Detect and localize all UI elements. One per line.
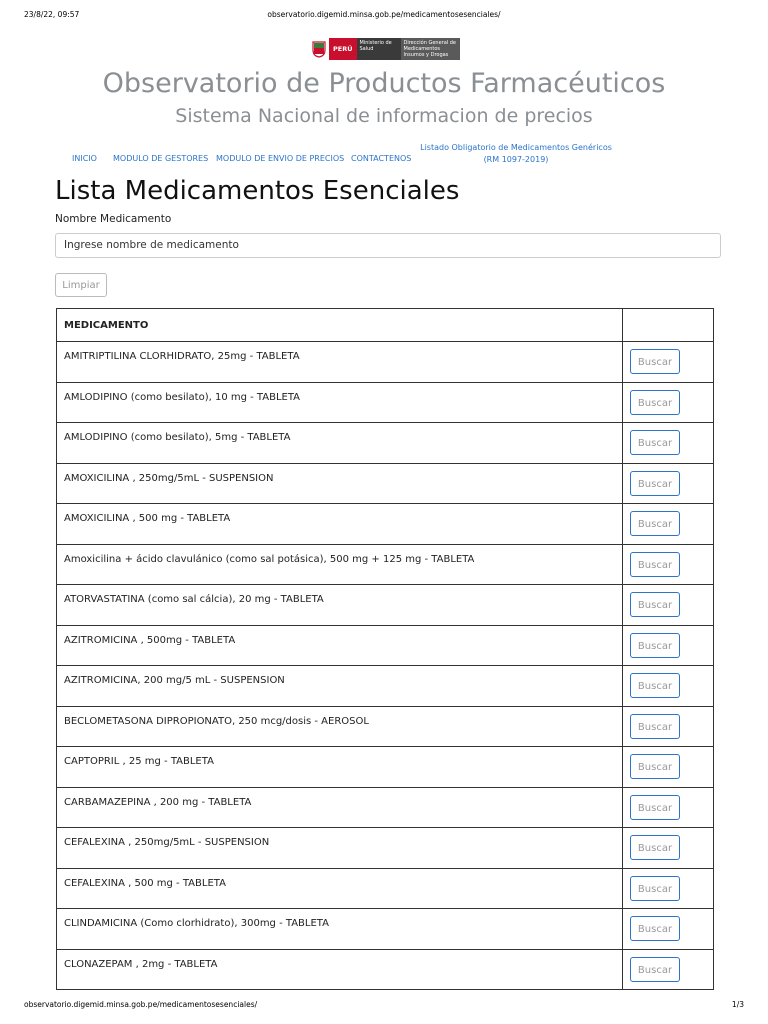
nav-listado-obligatorio[interactable] <box>420 142 612 166</box>
row-action-cell <box>623 787 714 828</box>
page-number: 1/3 <box>731 1000 744 1009</box>
print-date: 23/8/22, 09:57 <box>24 10 80 19</box>
buscar-button[interactable]: Buscar <box>630 916 680 941</box>
buscar-button[interactable]: Buscar <box>630 633 680 658</box>
medicine-name: ATORVASTATINA (como sal cálcia), 20 mg - TABLETA <box>57 585 623 626</box>
medicine-name: Amoxicilina + ácido clavulánico (como sal potásica), 500 mg + 125 mg - TABLETA <box>57 544 623 585</box>
buscar-button[interactable]: Buscar <box>630 957 680 982</box>
row-action-cell <box>623 747 714 788</box>
table-row <box>57 625 714 666</box>
logo-directorate: Dirección General de Medicamentos Insumos y Drogas <box>401 38 461 60</box>
buscar-button[interactable]: Buscar <box>630 552 680 577</box>
row-action-cell <box>623 423 714 464</box>
buscar-button[interactable]: Buscar <box>630 714 680 739</box>
table-row <box>57 504 714 545</box>
buscar-button[interactable]: Buscar <box>630 795 680 820</box>
table-row <box>57 949 714 990</box>
row-action-cell <box>623 868 714 909</box>
row-action-cell <box>623 342 714 383</box>
buscar-button[interactable]: Buscar <box>630 754 680 779</box>
clear-button[interactable]: Limpiar <box>55 273 107 297</box>
print-footer-url: observatorio.digemid.minsa.gob.pe/medicamentosesenciales/ <box>24 1000 258 1009</box>
row-action-cell <box>623 625 714 666</box>
medicine-name: AMOXICILINA , 250mg/5mL - SUSPENSION <box>57 463 623 504</box>
logo-ministry: Ministerio de Salud <box>357 38 401 60</box>
table-row <box>57 342 714 383</box>
nav-listado-line1: Listado Obligatorio de Medicamentos Genéricos <box>420 143 612 152</box>
medicine-name: AMLODIPINO (como besilato), 5mg - TABLETA <box>57 423 623 464</box>
medicines-table <box>56 308 714 990</box>
medicine-name: CLONAZEPAM , 2mg - TABLETA <box>57 949 623 990</box>
table-row <box>57 463 714 504</box>
nav-listado-line2: (RM 1097-2019) <box>483 155 549 164</box>
buscar-button[interactable]: Buscar <box>630 511 680 536</box>
table-row <box>57 666 714 707</box>
table-row <box>57 423 714 464</box>
medicine-name: AZITROMICINA, 200 mg/5 mL - SUSPENSION <box>57 666 623 707</box>
row-action-cell <box>623 949 714 990</box>
row-action-cell <box>623 909 714 950</box>
site-title: Observatorio de Productos Farmacéuticos <box>102 68 666 99</box>
buscar-button[interactable]: Buscar <box>630 592 680 617</box>
row-action-cell <box>623 666 714 707</box>
medicine-name: BECLOMETASONA DIPROPIONATO, 250 mcg/dosis - AEROSOL <box>57 706 623 747</box>
page-title: Lista Medicamentos Esenciales <box>55 176 460 206</box>
site-subtitle: Sistema Nacional de informacion de precios <box>175 105 593 127</box>
row-action-cell <box>623 828 714 869</box>
row-action-cell <box>623 585 714 626</box>
row-action-cell <box>623 382 714 423</box>
buscar-button[interactable]: Buscar <box>630 673 680 698</box>
logo-country: PERÚ <box>329 38 357 60</box>
medicine-name: CEFALEXINA , 500 mg - TABLETA <box>57 868 623 909</box>
medicine-name: CEFALEXINA , 250mg/5mL - SUSPENSION <box>57 828 623 869</box>
medicine-name: AMITRIPTILINA CLORHIDRATO, 25mg - TABLETA <box>57 342 623 383</box>
column-header-medicamento: MEDICAMENTO <box>57 309 623 342</box>
buscar-button[interactable]: Buscar <box>630 876 680 901</box>
table-row <box>57 828 714 869</box>
nav-modulo-gestores[interactable]: MODULO DE GESTORES <box>113 154 209 163</box>
nav-modulo-envio-precios[interactable]: MODULO DE ENVIO DE PRECIOS <box>216 154 345 163</box>
column-header-action <box>623 309 714 342</box>
coat-of-arms-icon <box>308 38 329 60</box>
field-label: Nombre Medicamento <box>55 213 172 225</box>
table-row <box>57 544 714 585</box>
table-row <box>57 382 714 423</box>
table-row <box>57 706 714 747</box>
table-row <box>57 747 714 788</box>
print-url: observatorio.digemid.minsa.gob.pe/medicamentosesenciales/ <box>267 10 501 19</box>
table-row <box>57 585 714 626</box>
row-action-cell <box>623 463 714 504</box>
buscar-button[interactable]: Buscar <box>630 349 680 374</box>
table-row <box>57 787 714 828</box>
table-row <box>57 868 714 909</box>
row-action-cell <box>623 706 714 747</box>
medicine-name: AZITROMICINA , 500mg - TABLETA <box>57 625 623 666</box>
buscar-button[interactable]: Buscar <box>630 390 680 415</box>
print-header <box>24 10 744 22</box>
nav-contactenos[interactable]: CONTACTENOS <box>351 154 412 163</box>
medicine-name: CLINDAMICINA (Como clorhidrato), 300mg - TABLETA <box>57 909 623 950</box>
row-action-cell <box>623 544 714 585</box>
table-row <box>57 909 714 950</box>
medicine-name: CARBAMAZEPINA , 200 mg - TABLETA <box>57 787 623 828</box>
medicine-name: AMLODIPINO (como besilato), 10 mg - TABLETA <box>57 382 623 423</box>
buscar-button[interactable]: Buscar <box>630 471 680 496</box>
print-footer <box>24 1000 744 1012</box>
medicine-name: AMOXICILINA , 500 mg - TABLETA <box>57 504 623 545</box>
buscar-button[interactable]: Buscar <box>630 430 680 455</box>
search-input[interactable]: Ingrese nombre de medicamento <box>55 233 721 258</box>
nav-inicio[interactable]: INICIO <box>72 154 97 163</box>
medicine-name: CAPTOPRIL , 25 mg - TABLETA <box>57 747 623 788</box>
ministry-logo <box>308 38 460 60</box>
buscar-button[interactable]: Buscar <box>630 835 680 860</box>
row-action-cell <box>623 504 714 545</box>
table-header-row <box>57 309 714 342</box>
